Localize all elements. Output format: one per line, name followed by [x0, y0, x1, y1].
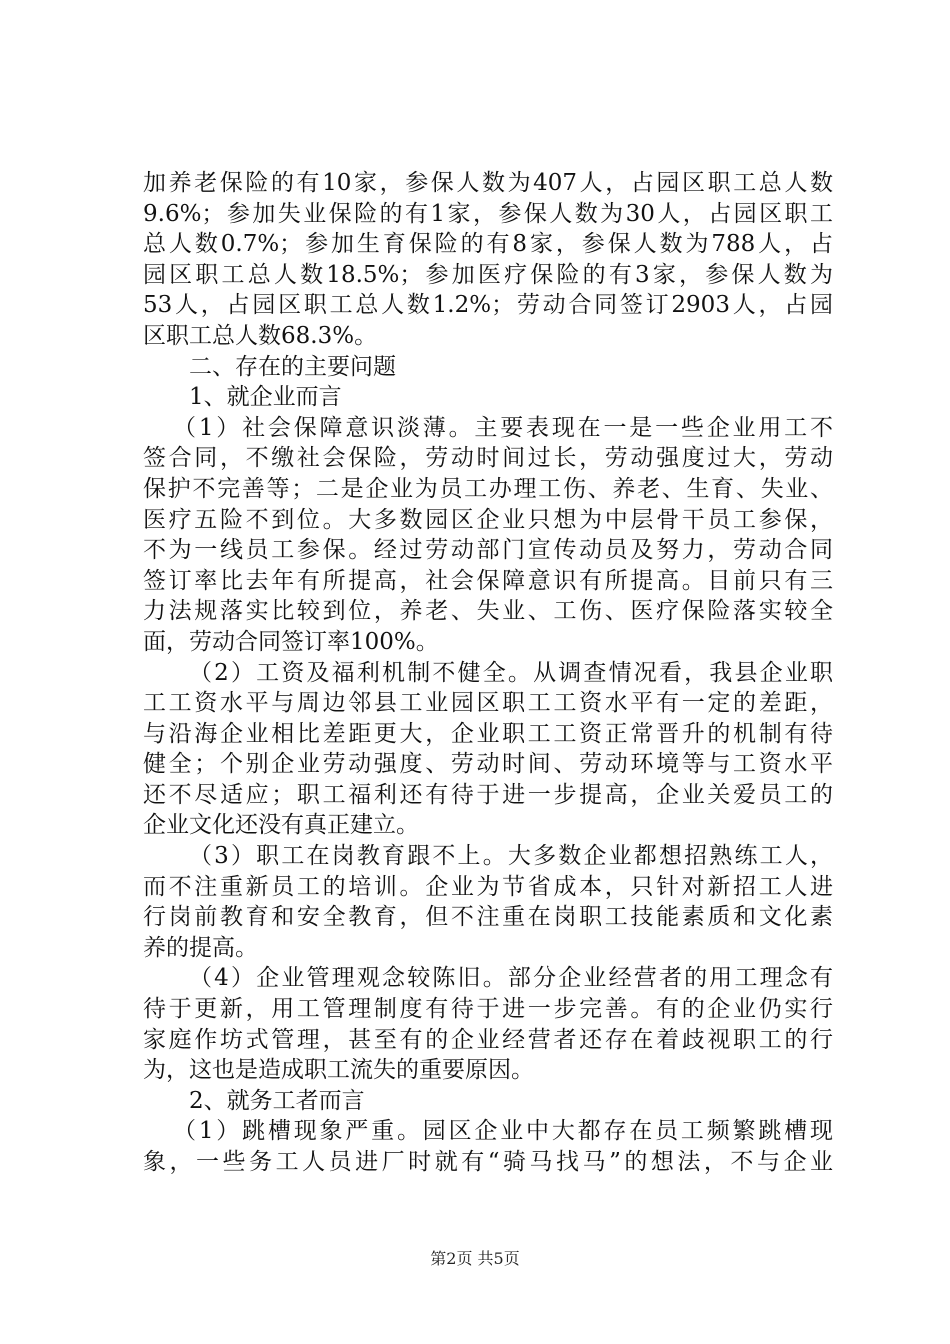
text-line: 面，劳动合同签订率100%。: [143, 628, 439, 655]
text-line: （3）职工在岗教育跟不上。大多数企业都想招熟练工人，: [189, 843, 833, 870]
text-line: 家庭作坊式管理，甚至有的企业经营者还存在着歧视职工的行: [143, 1026, 833, 1053]
text-line: 9.6%；参加失业保险的有1家，参保人数为30人，占园区职工: [143, 200, 833, 227]
text-line: 健全；个别企业劳动强度、劳动时间、劳动环境等与工资水平: [143, 751, 833, 778]
text-line: 区职工总人数68.3%。: [143, 322, 378, 349]
text-line: 企业文化还没有真正建立。: [143, 812, 419, 839]
text-line: 不为一线员工参保。经过劳动部门宣传动员及努力，劳动合同: [143, 537, 833, 564]
text-line: 签合同，不缴社会保险，劳动时间过长，劳动强度过大，劳动: [143, 445, 833, 472]
text-line: 还不尽适应；职工福利还有待于进一步提高，企业关爱员工的: [143, 781, 833, 808]
text-line: （4）企业管理观念较陈旧。部分企业经营者的用工理念有: [189, 965, 833, 992]
text-line: 待于更新，用工管理制度有待于进一步完善。有的企业仍实行: [143, 996, 833, 1023]
text-line: 园区职工总人数18.5%；参加医疗保险的有3家，参保人数为: [143, 261, 833, 288]
text-line: 工工资水平与周边邻县工业园区职工工资水平有一定的差距，: [143, 690, 833, 717]
text-line: 而不注重新员工的培训。企业为节省成本，只针对新招工人进: [143, 873, 833, 900]
text-line: 签订率比去年有所提高，社会保障意识有所提高。目前只有三: [143, 567, 833, 594]
text-line: 为，这也是造成职工流失的重要原因。: [143, 1057, 534, 1084]
text-line: 53人，占园区职工总人数1.2%；劳动合同签订2903人，占园: [143, 292, 833, 319]
text-line: 养的提高。: [143, 934, 258, 961]
document-body: [143, 168, 833, 1178]
page-number-footer: 第2页 共5页: [430, 1249, 520, 1268]
text-line: 象，一些务工人员进厂时就有“骑马找马”的想法，不与企业: [143, 1149, 833, 1175]
text-line: 力法规落实比较到位，养老、失业、工伤、医疗保险落实较全: [143, 598, 833, 625]
section-heading: 二、存在的主要问题: [189, 353, 396, 380]
text-line: 与沿海企业相比差距更大，企业职工工资正常晋升的机制有待: [143, 720, 833, 747]
text-line: 总人数0.7%；参加生育保险的有8家，参保人数为788人，占: [143, 231, 833, 258]
subsection-heading: 1、就企业而言: [189, 384, 342, 411]
text-line: 加养老保险的有10家，参保人数为407人，占园区职工总人数: [143, 170, 833, 196]
text-line: 医疗五险不到位。大多数园区企业只想为中层骨干员工参保，: [143, 506, 833, 533]
text-line: （1）跳槽现象严重。园区企业中大都存在员工频繁跳槽现: [173, 1118, 833, 1145]
subsection-heading: 2、就务工者而言: [189, 1087, 365, 1114]
text-line: 行岗前教育和安全教育，但不注重在岗职工技能素质和文化素: [143, 904, 833, 931]
text-line: 保护不完善等；二是企业为员工办理工伤、养老、生育、失业、: [143, 475, 833, 502]
text-line: （2）工资及福利机制不健全。从调查情况看，我县企业职: [189, 659, 833, 686]
text-line: （1）社会保障意识淡薄。主要表现在一是一些企业用工不: [173, 414, 833, 441]
